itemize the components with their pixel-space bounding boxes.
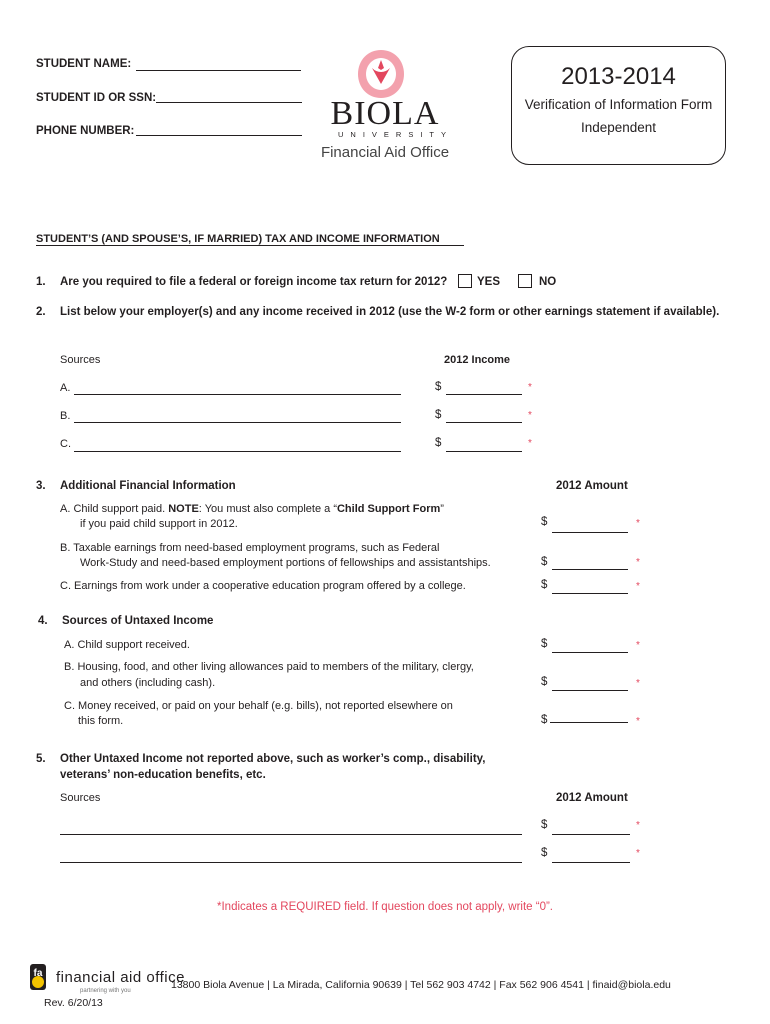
q4-title: Sources of Untaxed Income (62, 615, 214, 627)
q3-b-line2: Work-Study and need-based employment portions of fellowships and assistantships. (80, 557, 491, 569)
biola-wordmark: BIOLA (330, 95, 440, 132)
q5-row2-source-field[interactable] (60, 862, 522, 863)
q3-b-line1: B. Taxable earnings from need-based employment programs, such as Federal (60, 542, 440, 554)
q3-a-mid: : You must also complete a “ (198, 503, 337, 515)
q4-number: 4. (38, 615, 48, 627)
q2-income-header: 2012 Income (444, 354, 511, 366)
form-title-box (511, 46, 726, 165)
q2-row-a-label: A. (60, 382, 71, 394)
q2-row-c-required-mark: * (528, 438, 532, 449)
q4-a-line1: A. Child support received. (64, 639, 190, 651)
q1-text: Are you required to file a federal or foreign income tax return for 2012? (60, 276, 448, 288)
q3-amount-header: 2012 Amount (556, 480, 628, 492)
financial-aid-office-title: Financial Aid Office (320, 144, 450, 161)
q5-row1-amount-field[interactable] (552, 834, 630, 835)
q4-c-dollar: $ (541, 714, 548, 726)
phone-field[interactable] (136, 135, 302, 136)
q3-b-required-mark: * (636, 557, 640, 568)
q3-a-dollar: $ (541, 516, 548, 528)
q3-c-required-mark: * (636, 581, 640, 592)
q2-row-a-source-field[interactable] (74, 394, 401, 395)
q5-row2-required-mark: * (636, 848, 640, 859)
q1-yes-checkbox[interactable] (458, 274, 472, 288)
section-title-underline (36, 245, 464, 246)
q3-b-amount-field[interactable] (552, 569, 628, 570)
q3-number: 3. (36, 480, 46, 492)
q4-b-amount-field[interactable] (552, 690, 628, 691)
q5-row2-amount-field[interactable] (552, 862, 630, 863)
q3-c-line1: C. Earnings from work under a cooperative education program offered by a college. (60, 580, 466, 592)
section-title: STUDENT’S (AND SPOUSE’S, IF MARRIED) TAX AND INCOME INFORMATION (36, 233, 440, 245)
q2-row-c-dollar: $ (435, 437, 442, 449)
q5-amount-header: 2012 Amount (556, 792, 628, 804)
q4-b-line1: B. Housing, food, and other living allowances paid to members of the military, clergy, (64, 661, 474, 673)
q2-row-c-label: C. (60, 438, 71, 450)
q3-a-line2: if you paid child support in 2012. (80, 518, 238, 530)
q1-number: 1. (36, 276, 46, 288)
q5-row2-dollar: $ (541, 847, 548, 859)
q2-row-b-required-mark: * (528, 410, 532, 421)
q2-row-c-source-field[interactable] (74, 451, 401, 452)
q2-row-a-income-field[interactable] (446, 394, 522, 395)
q4-b-dollar: $ (541, 676, 548, 688)
q5-line2: veterans’ non-education benefits, etc. (60, 769, 266, 781)
q3-c-dollar: $ (541, 579, 548, 591)
q2-row-a-required-mark: * (528, 382, 532, 393)
q3-a-amount-field[interactable] (552, 532, 628, 533)
financial-aid-logo-icon (26, 960, 50, 994)
q5-row1-required-mark: * (636, 820, 640, 831)
q2-row-a-dollar: $ (435, 381, 442, 393)
q2-sources-header: Sources (60, 354, 101, 366)
q1-yes-label: YES (477, 276, 501, 288)
q4-c-required-mark: * (636, 716, 640, 727)
q2-number: 2. (36, 306, 46, 318)
q4-a-dollar: $ (541, 638, 548, 650)
q4-c-line2: this form. (78, 715, 124, 727)
q4-b-required-mark: * (636, 678, 640, 689)
q5-sources-header: Sources (60, 792, 101, 804)
q4-c-amount-field[interactable] (550, 722, 628, 723)
q5-number: 5. (36, 753, 46, 765)
q3-a-end: ” (440, 503, 444, 515)
q1-no-label: NO (539, 276, 557, 288)
academic-year: 2013-2014 (561, 63, 676, 90)
q5-row1-dollar: $ (541, 819, 548, 831)
q3-a-required-mark: * (636, 518, 640, 529)
q4-c-line1: C. Money received, or paid on your behalf (e.g. bills), not reported elsewhere on (64, 700, 453, 712)
q4-b-line2: and others (including cash). (80, 677, 216, 689)
q5-line1: Other Untaxed Income not reported above, such as worker’s comp., disability, (60, 753, 486, 765)
phone-label: PHONE NUMBER: (36, 125, 135, 137)
q3-a-note: NOTE (168, 503, 199, 515)
q4-a-amount-field[interactable] (552, 652, 628, 653)
q2-row-b-label: B. (60, 410, 71, 422)
q2-row-b-source-field[interactable] (74, 422, 401, 423)
q5-row1-source-field[interactable] (60, 834, 522, 835)
student-id-label: STUDENT ID OR SSN: (36, 92, 157, 104)
q2-row-c-income-field[interactable] (446, 451, 522, 452)
q3-b-dollar: $ (541, 556, 548, 568)
q3-a-form-name: Child Support Form (336, 503, 441, 515)
revision-date: Rev. 6/20/13 (44, 997, 103, 1009)
q4-a-required-mark: * (636, 640, 640, 651)
q3-title: Additional Financial Information (60, 480, 236, 492)
biola-university-text: UNIVERSITY (338, 130, 454, 139)
q3-a-prefix: A. Child support paid. (60, 503, 169, 515)
student-name-label: STUDENT NAME: (36, 58, 132, 70)
required-field-note: *Indicates a REQUIRED field. If question does not apply, write “0”. (217, 901, 553, 913)
financial-aid-office-logo-text: financial aid office (56, 969, 185, 986)
q3-c-amount-field[interactable] (552, 593, 628, 594)
form-title: Verification of Information Form (524, 97, 713, 112)
q2-text: List below your employer(s) and any income received in 2012 (use the W-2 form or other earnings statement if available). (60, 306, 720, 318)
q2-row-b-income-field[interactable] (446, 422, 522, 423)
q3-a-text (60, 503, 444, 515)
q1-no-checkbox[interactable] (518, 274, 532, 288)
student-id-field[interactable] (156, 102, 302, 103)
footer-contact: 13800 Biola Avenue | La Mirada, California 90639 | Tel 562 903 4742 | Fax 562 906 4541 | finaid@biola.edu (171, 979, 671, 991)
financial-aid-logo-mark: fa (33, 968, 43, 979)
student-name-field[interactable] (136, 70, 301, 71)
biola-logo-icon (356, 48, 406, 100)
form-type: Independent (580, 120, 657, 135)
financial-aid-logo-tagline: partnering with you (80, 988, 131, 994)
q2-row-b-dollar: $ (435, 409, 442, 421)
